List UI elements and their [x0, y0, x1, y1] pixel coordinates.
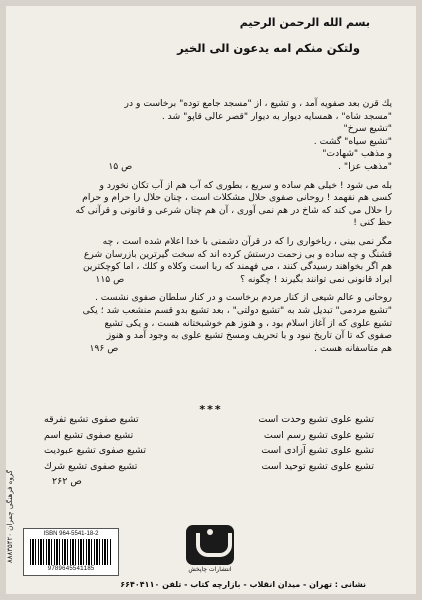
body-line: مگر نمى بينى ، رباخوارى را كه در قرآن دشمنى با خدا اعلام شده است ، چه [102, 235, 392, 247]
page-reference: ص ۱۱۵ [95, 273, 125, 285]
body-line: صفوى كه تا آن تاريخ نبود و با تحريف ومسخ تشيع علوى به وجود آمد و هنوز [106, 330, 392, 342]
isbn-label: ISBN 964-5541-18-2 [43, 531, 99, 537]
body-line: قشنگ و چه ساده و بى زحمت درستش كرده اند كه سخت گيرترين بازرسان شرع [83, 248, 392, 260]
body-line: تشيع علوى كه از آغاز اسلام بود ، و هنوز هم خوشبختانه هست ، و يكى تشيع [104, 317, 392, 329]
comparison-list [44, 412, 374, 490]
publisher-logo-icon [186, 525, 234, 565]
alavi-statement: تشيع علوى تشيع رسم است [263, 429, 374, 441]
body-line: "تشيع مردمى" تبديل شد به "تشيع دولتى" ، بعد تشيع بدو قسم منشعب شد ؛ يكى [82, 304, 392, 316]
body-line-text: هم متاسفانه هست . [314, 342, 392, 354]
section-divider-stars: *** [199, 403, 223, 416]
body-line: يك قرن بعد صفويه آمد ، و تشيع ، از "مسجد جامع توده" برخاست و در [124, 98, 392, 109]
body-line [22, 343, 392, 356]
body-line [22, 274, 392, 287]
body-line: را حلال مى كند كه شاخ در هم نمى آورى ، آن هم چنان شرعى و قانونى و قرآنى كه [75, 204, 392, 216]
body-line-text: ايراد قانونى نمى توانند بگيرند ! چگونه ؟ [240, 273, 392, 285]
quran-verse-heading: ولتكن منكم امه يدعون الى الخير [177, 41, 360, 55]
basmala-heading: بسم الله الرحمن الرحيم [239, 16, 370, 29]
body-line: هم اگر بخواهند رسيدگى كنند ، مى فهمند كه ربا است وكلاه و كلك ، اما كوچكترين [82, 261, 392, 273]
publisher-group-side-text: گروه فرهنگى چمران ۸۸۸۳۵۴۲۰ [6, 470, 14, 564]
page-reference: ص ۱۹۶ [89, 342, 119, 354]
comparison-row [44, 459, 374, 475]
safavi-statement: تشيع صفوى تشيع شرك [44, 460, 138, 472]
barcode-icon [30, 539, 112, 565]
comparison-row [44, 428, 374, 444]
safavi-statement: تشيع صفوى تشيع تفرقه [44, 414, 139, 425]
isbn-barcode-box [23, 528, 119, 576]
body-line: "تشيع سياه" گشت . [313, 135, 392, 147]
comparison-row [44, 443, 374, 459]
alavi-statement: تشيع علوى تشيع آزادى است [261, 445, 374, 457]
comparison-row [44, 412, 374, 428]
body-line: "تشيع سرخ" [343, 123, 392, 135]
comparison-ref-row [44, 474, 374, 490]
body-line: بله مى شود ! خيلى هم ساده و سريع ، بطورى كه آب هم از آب تكان نخورد و [99, 179, 392, 191]
publisher-name: انتشارات چاپخش [188, 566, 232, 573]
body-line [22, 161, 392, 174]
barcode-digits: 9789645541185 [47, 565, 95, 572]
publisher-address: نشانى : تهران - ميدان انقلاب - بازارچه كتاب - تلفن ۶۶۴۰۴۱۱۰ [120, 580, 366, 589]
body-line-text: "مذهب عزا" . [338, 160, 392, 172]
page-reference: ص ۲۶۲ [52, 476, 82, 488]
safavi-statement: تشيع صفوى تشيع عبوديت [44, 445, 147, 457]
body-line: حظ كنى ! [353, 217, 392, 229]
alavi-statement: تشيع علوى تشيع وحدت است [258, 414, 374, 425]
excerpt-text [22, 98, 392, 355]
safavi-statement: تشيع صفوى تشيع اسم [44, 429, 134, 441]
alavi-statement: تشيع علوى تشيع توحيد است [261, 460, 374, 472]
body-line: و مذهب "شهادت" [322, 148, 392, 160]
body-line: كسى هم نفهمد ! روحانى صفوى حلال مشكلات است ، چنان حلال را حرام و حرام [82, 192, 392, 204]
page-reference: ص ۱۵ [108, 160, 133, 172]
body-line: روحانى و عالم شيعى از كنار مردم برخاست و در كنار سلطان صفوى نشست . [94, 292, 392, 304]
body-line: "مسجد شاه" ، همسايه ديوار به ديوار "قصر عالى قاپو" شد . [161, 110, 392, 122]
